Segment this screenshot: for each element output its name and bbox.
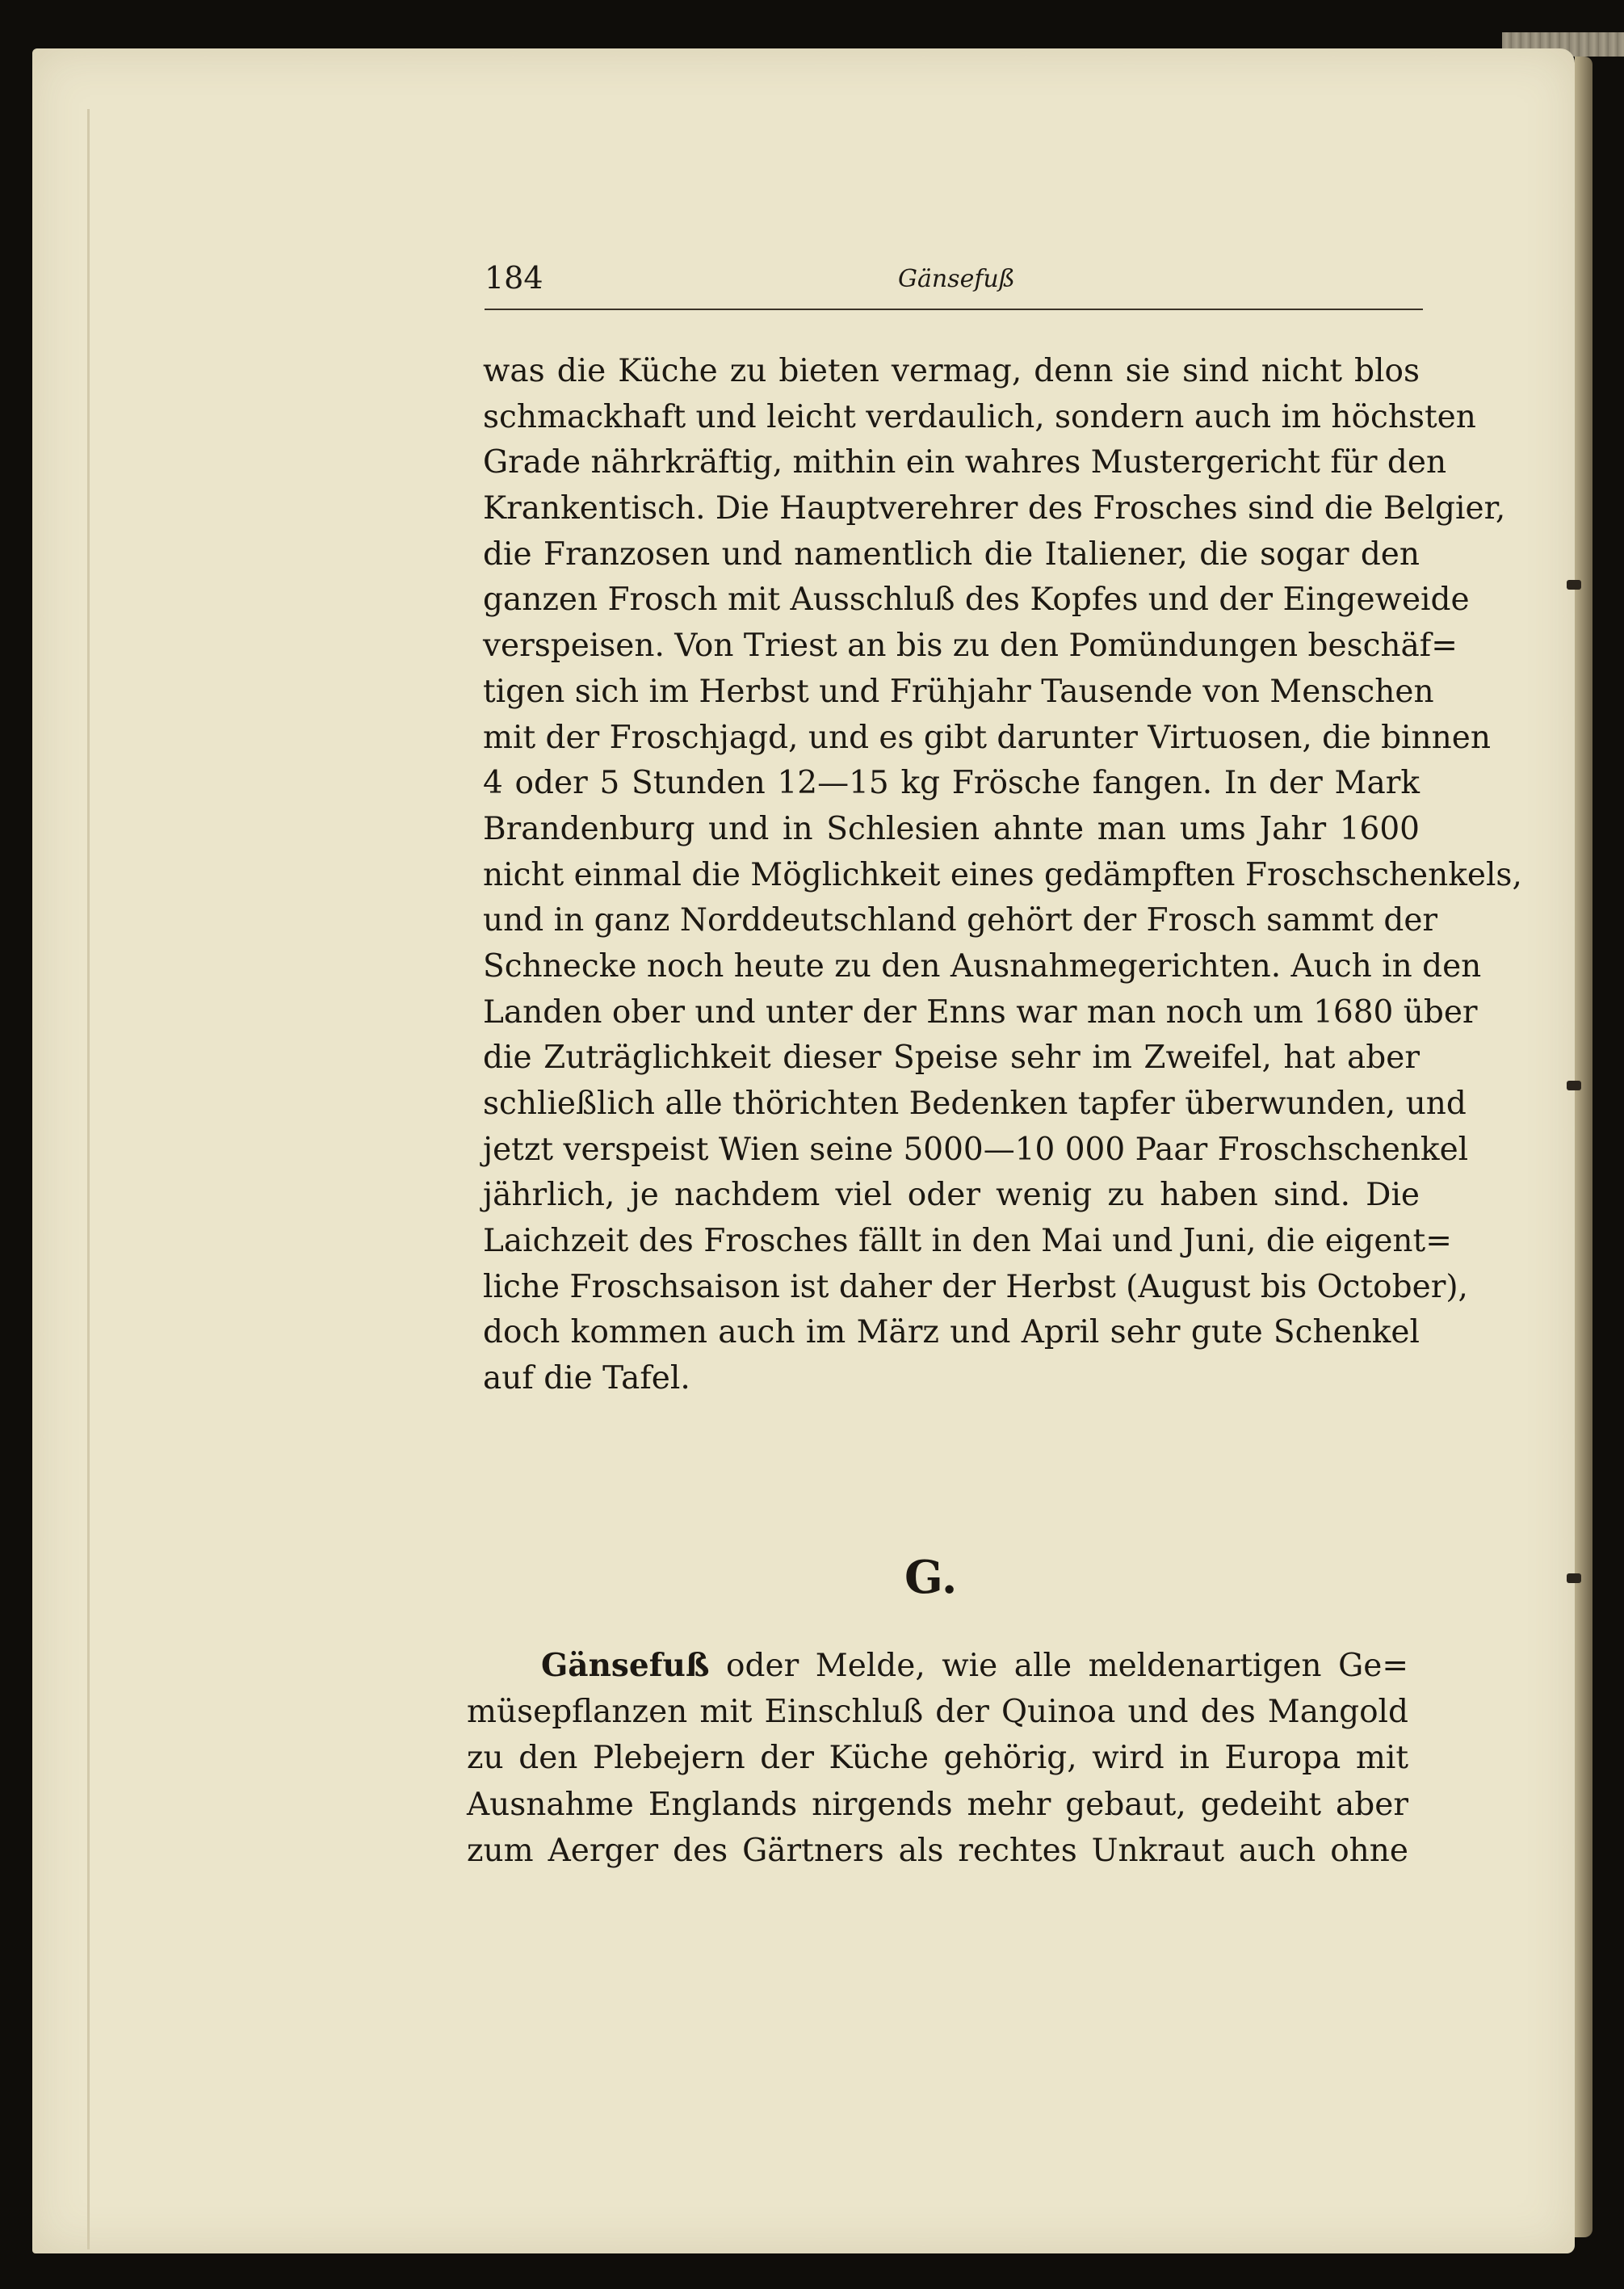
- text-line: nicht einmal die Möglichkeit eines gedämpften Froschschenkels,: [483, 856, 1522, 893]
- text-line: schmackhaft und leicht verdaulich, sondern auch im höchsten: [483, 398, 1476, 435]
- body-paragraph: [483, 349, 1522, 1402]
- text-line: schließlich alle thörichten Bedenken tapfer überwunden, und: [483, 1086, 1467, 1122]
- entry-first-line-text: oder Melde, wie alle meldenartigen Ge=: [726, 1648, 1409, 1684]
- text-line: müsepflanzen mit Einschluß der Quinoa und des Mangold: [467, 1694, 1408, 1731]
- page-fold-line: [87, 109, 90, 2249]
- running-head: Gänsefuß: [898, 265, 1015, 293]
- text-line-last: auf die Tafel.: [483, 1360, 690, 1397]
- page-number: 184: [485, 260, 543, 296]
- page-header: [485, 260, 1423, 309]
- entry-paragraph: [467, 1643, 1408, 1874]
- page-tab-mark: [1567, 580, 1581, 590]
- text-line: tigen sich im Herbst und Frühjahr Tausende von Menschen: [483, 673, 1434, 710]
- text-line: die Zuträglichkeit dieser Speise sehr im Zweifel, hat aber: [483, 1040, 1420, 1077]
- text-line: doch kommen auch im März und April sehr gute Schenkel: [483, 1314, 1420, 1351]
- text-line: Grade nährkräftig, mithin ein wahres Mustergericht für den: [483, 444, 1447, 481]
- text-line: zum Aerger des Gärtners als rechtes Unkraut auch ohne: [467, 1832, 1408, 1869]
- header-rule: [485, 309, 1423, 310]
- text-line: mit der Froschjagd, und es gibt darunter Virtuosen, die binnen: [483, 719, 1491, 756]
- text-line: 4 oder 5 Stunden 12—15 kg Frösche fangen. In der Mark: [483, 765, 1420, 802]
- text-line: jetzt verspeist Wien seine 5000—10 000 Paar Froschschenkel: [483, 1131, 1469, 1168]
- text-line: liche Froschsaison ist daher der Herbst (August bis October),: [483, 1268, 1468, 1305]
- text-line: was die Küche zu bieten vermag, denn sie sind nicht blos: [483, 353, 1420, 389]
- page-tab-mark: [1567, 1573, 1581, 1583]
- text-line: zu den Plebejern der Küche gehörig, wird in Europa mit: [467, 1740, 1408, 1777]
- text-line: Laichzeit des Frosches fällt in den Mai und Juni, die eigent=: [483, 1223, 1452, 1260]
- text-line: Ausnahme Englands nirgends mehr gebaut, gedeiht aber: [467, 1786, 1408, 1823]
- entry-headword: Gänsefuß: [541, 1647, 710, 1684]
- text-line: die Franzosen und namentlich die Italiener, die sogar den: [483, 536, 1420, 573]
- text-line: Brandenburg und in Schlesien ahnte man ums Jahr 1600: [483, 810, 1420, 847]
- text-line: verspeisen. Von Triest an bis zu den Pomündungen beschäf=: [483, 628, 1458, 665]
- text-line: und in ganz Norddeutschland gehört der Frosch sammt der: [483, 902, 1438, 939]
- text-line: jährlich, je nachdem viel oder wenig zu haben sind. Die: [483, 1177, 1420, 1214]
- text-line: Landen ober und unter der Enns war man noch um 1680 über: [483, 993, 1478, 1031]
- page-tab-mark: [1567, 1081, 1581, 1090]
- section-letter: G.: [904, 1551, 958, 1604]
- text-line: ganzen Frosch mit Ausschluß des Kopfes und der Eingeweide: [483, 582, 1470, 619]
- entry-first-line: [467, 1643, 1408, 1689]
- text-line: Schnecke noch heute zu den Ausnahmegerichten. Auch in den: [483, 947, 1482, 985]
- text-line: Krankentisch. Die Hauptverehrer des Frosches sind die Belgier,: [483, 490, 1506, 527]
- page-edge: [1575, 57, 1593, 2237]
